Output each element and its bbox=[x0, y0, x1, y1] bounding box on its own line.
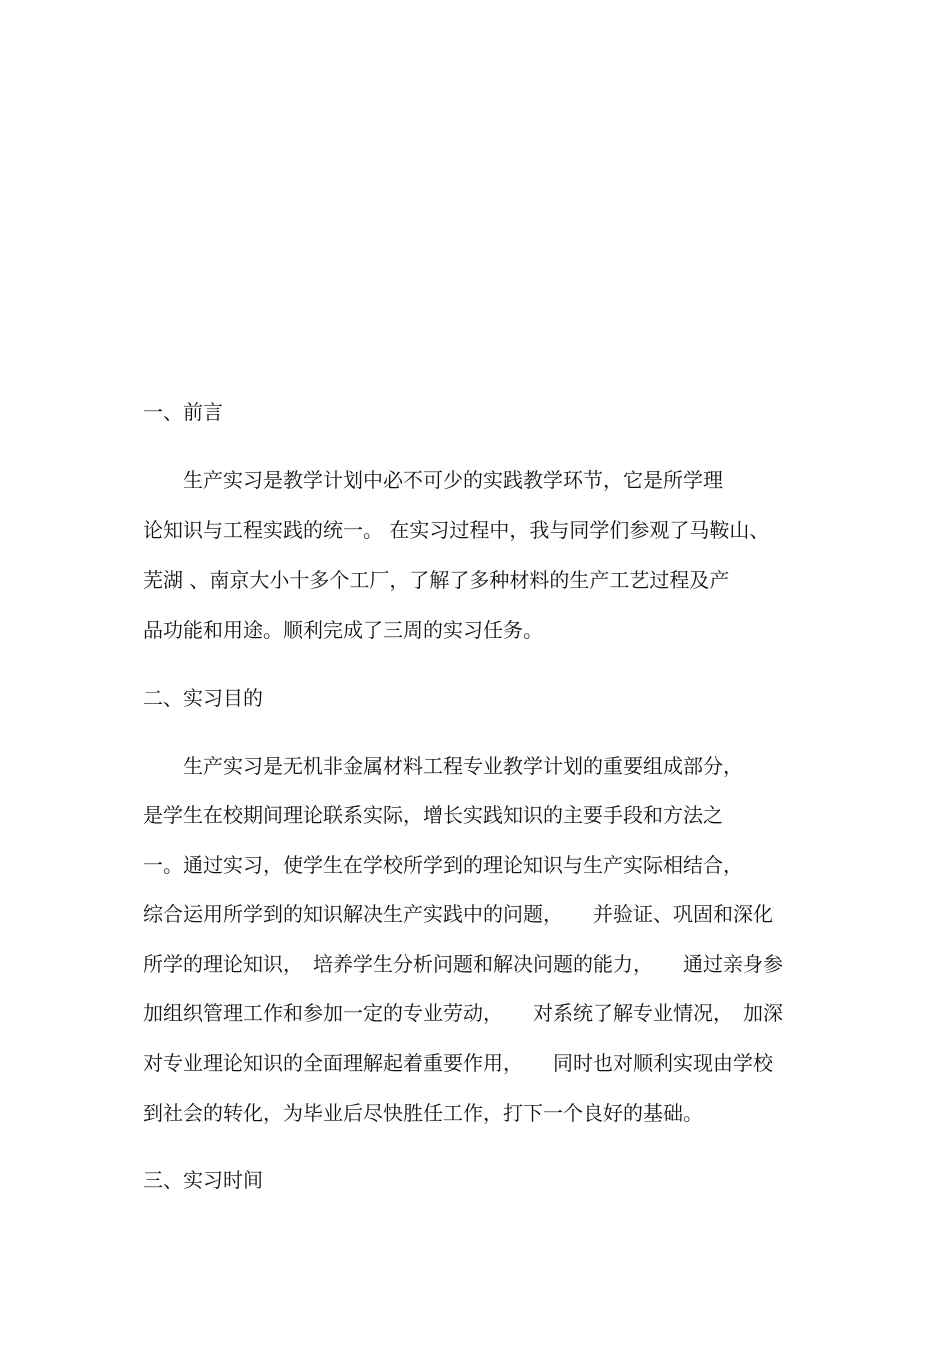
paragraph-line: 品功能和用途。顺利完成了三周的实习任务。 bbox=[143, 618, 543, 642]
paragraph-line: 是学生在校期间理论联系实际，增长实践知识的主要手段和方法之 bbox=[143, 803, 723, 827]
paragraph-line: 论知识与工程实践的统一。 在实习过程中，我与同学们参观了马鞍山、 bbox=[143, 518, 770, 542]
paragraph-line: 对专业理论知识的全面理解起着重要作用， 同时也对顺利实现由学校 bbox=[143, 1051, 773, 1075]
paragraph-line: 生产实习是教学计划中必不可少的实践教学环节，它是所学理 bbox=[143, 468, 723, 492]
paragraph-line: 综合运用所学到的知识解决生产实践中的问题， 并验证、巩固和深化 bbox=[143, 902, 773, 926]
paragraph-line: 加组织管理工作和参加一定的专业劳动， 对系统了解专业情况， 加深 bbox=[143, 1001, 783, 1025]
paragraph-line: 所学的理论知识， 培养学生分析问题和解决问题的能力， 通过亲身参 bbox=[143, 952, 783, 976]
section-heading-purpose: 二、实习目的 bbox=[143, 686, 263, 710]
paragraph-line: 芜湖 、南京大小十多个工厂，了解了多种材料的生产工艺过程及产 bbox=[143, 568, 730, 592]
paragraph-line: 到社会的转化，为毕业后尽快胜任工作，打下一个良好的基础。 bbox=[143, 1101, 703, 1125]
paragraph-line: 生产实习是无机非金属材料工程专业教学计划的重要组成部分， bbox=[143, 754, 743, 778]
section-heading-preface: 一、前言 bbox=[143, 400, 223, 424]
paragraph-line: 一。通过实习，使学生在学校所学到的理论知识与生产实际相结合， bbox=[143, 853, 743, 877]
section-heading-time: 三、实习时间 bbox=[143, 1168, 263, 1192]
